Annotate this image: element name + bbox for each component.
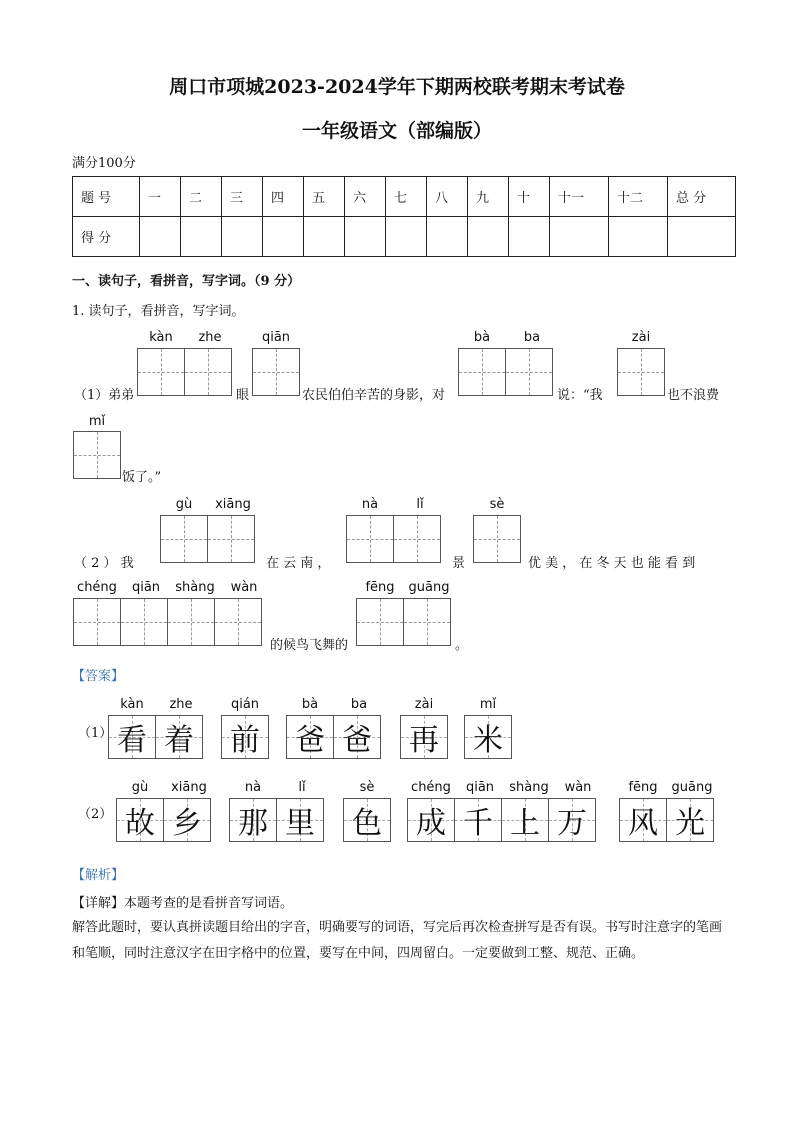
pinyin-label: fēng [365,580,395,595]
pinyin-label: mǐ [88,414,106,429]
pinyin-label: zài [631,330,651,345]
tianzige-chengqianshangwan[interactable] [73,598,262,646]
tianzige-qian[interactable] [252,348,300,396]
pinyin-label: gù [131,780,149,795]
answer-char: 里 [276,798,324,842]
answer-char: 色 [343,798,391,842]
table-cell: 十一 [550,177,609,217]
score-cell[interactable] [386,217,427,257]
pinyin-label: fēng [628,780,658,795]
pinyin-label: guāng [671,780,713,795]
score-table-score-row [73,217,736,257]
sentence-text: 在 云 南 ， [266,556,331,571]
answer-grid [619,798,714,842]
pinyin-label: nà [361,497,379,512]
sentence-text: 景 [452,556,466,571]
score-cell[interactable] [222,217,263,257]
tianzige-baba[interactable] [458,348,553,396]
answer-char: 前 [221,715,269,759]
table-cell: 题 号 [73,177,140,217]
answer-char: 故 [116,798,164,842]
pinyin-label: mǐ [479,697,497,712]
table-cell: 十二 [609,177,668,217]
answer-char: 风 [619,798,667,842]
pinyin-label: kàn [149,330,173,345]
sentence-text: （ 2 ） 我 [74,556,134,571]
pinyin-label: kàn [120,697,144,712]
sentence-text: 优 美 ， 在 冬 天 也 能 看 到 [528,556,696,571]
tianzige-kanzhe[interactable] [137,348,232,396]
answer-grid [116,798,211,842]
sentence-text: （1）弟弟 [74,388,135,403]
pinyin-label: ba [350,697,368,712]
score-cell[interactable] [668,217,736,257]
answer-grid [343,798,391,842]
answer-char: 光 [666,798,714,842]
pinyin-label: qián [230,697,260,712]
table-cell: 十 [509,177,550,217]
page-title: 周口市项城2023-2024学年下期两校联考期末考试卷 [169,76,625,98]
pinyin-label: gù [175,497,193,512]
full-score: 满分100分 [72,156,136,171]
sentence-text: 饭了。” [122,470,162,485]
pinyin-label: sè [359,780,375,795]
answer-char: 乡 [163,798,211,842]
answer-label: 【答案】 [72,669,125,684]
sentence-text: 说：“我 [557,388,603,403]
sentence-text: 。 [455,638,469,653]
answer-char: 成 [407,798,455,842]
pinyin-label: zhe [198,330,222,345]
answer-grid [407,798,596,842]
answer-char: 万 [548,798,596,842]
answer-char: 那 [229,798,277,842]
answer-char: 再 [400,715,448,759]
answer-char: 米 [464,715,512,759]
sentence-text: 的候鸟飞舞的 [270,638,349,653]
tianzige-se[interactable] [473,515,521,563]
answer-char: 千 [454,798,502,842]
sentence-text: 眼 [236,388,250,403]
pinyin-label: ba [523,330,541,345]
score-table-header-row [73,177,736,217]
page-subtitle: 一年级语文（部编版） [301,120,492,142]
answer-grid [400,715,448,759]
score-cell[interactable] [468,217,509,257]
sentence-text: 农民伯伯辛苦的身影，对 [302,388,446,403]
analysis-detail: 【详解】本题考查的是看拼音写词语。 [72,896,294,911]
answer-char: 爸 [286,715,334,759]
score-cell[interactable] [263,217,304,257]
pinyin-label: wàn [230,580,258,595]
pinyin-label: zhe [169,697,193,712]
score-cell[interactable] [509,217,550,257]
pinyin-label: qiān [131,580,161,595]
pinyin-label: zài [414,697,434,712]
pinyin-label: guāng [408,580,450,595]
tianzige-zai[interactable] [617,348,665,396]
section-heading: 一、读句子，看拼音，写字词。（9 分） [72,274,301,289]
table-cell: 二 [181,177,222,217]
score-cell[interactable] [609,217,668,257]
tianzige-nali[interactable] [346,515,441,563]
pinyin-label: wàn [564,780,592,795]
analysis-label: 【解析】 [72,868,125,883]
answer-grid [108,715,203,759]
answer-grid [286,715,381,759]
pinyin-label: sè [489,497,505,512]
answer-grid [464,715,512,759]
table-cell: 得 分 [73,217,140,257]
answer-char: 着 [155,715,203,759]
question-text: 1. 读句子，看拼音，写字词。 [72,304,245,319]
tianzige-mi[interactable] [73,431,121,479]
pinyin-label: lǐ [298,780,306,795]
table-cell: 七 [386,177,427,217]
pinyin-label: qiān [465,780,495,795]
table-cell: 六 [345,177,386,217]
pinyin-label: bà [301,697,319,712]
pinyin-label: qiān [261,330,291,345]
score-table [72,176,736,257]
pinyin-label: xiāng [215,497,251,512]
answer-row-label: （2） [78,807,113,822]
pinyin-label: shàng [509,780,549,795]
score-cell[interactable] [345,217,386,257]
table-cell: 三 [222,177,263,217]
table-cell: 八 [427,177,468,217]
pinyin-label: shàng [175,580,215,595]
tianzige-fengguang[interactable] [356,598,451,646]
score-cell[interactable] [550,217,609,257]
pinyin-label: bà [473,330,491,345]
answer-char: 上 [501,798,549,842]
score-cell[interactable] [427,217,468,257]
answer-row-label: （1） [78,726,113,741]
score-cell[interactable] [140,217,181,257]
pinyin-label: chéng [411,780,451,795]
answer-char: 看 [108,715,156,759]
table-cell: 四 [263,177,304,217]
table-cell: 一 [140,177,181,217]
pinyin-label: nà [244,780,262,795]
table-cell: 总 分 [668,177,736,217]
pinyin-label: lǐ [416,497,424,512]
sentence-text: 也不浪费 [667,388,720,403]
score-cell[interactable] [181,217,222,257]
answer-grid [229,798,324,842]
tianzige-guxiang[interactable] [160,515,255,563]
analysis-paragraph: 解答此题时，要认真拼读题目给出的字音，明确要写的词语，写完后再次检查拼写是否有误。书写时注意字的笔画和笔顺，同时注意汉字在田字格中的位置，要写在中间，四周留白。一定要做到工整、规范、正确。 [72,920,723,961]
pinyin-label: chéng [77,580,117,595]
table-cell: 五 [304,177,345,217]
answer-char: 爸 [333,715,381,759]
score-cell[interactable] [304,217,345,257]
answer-grid [221,715,269,759]
table-cell: 九 [468,177,509,217]
pinyin-label: xiāng [171,780,207,795]
